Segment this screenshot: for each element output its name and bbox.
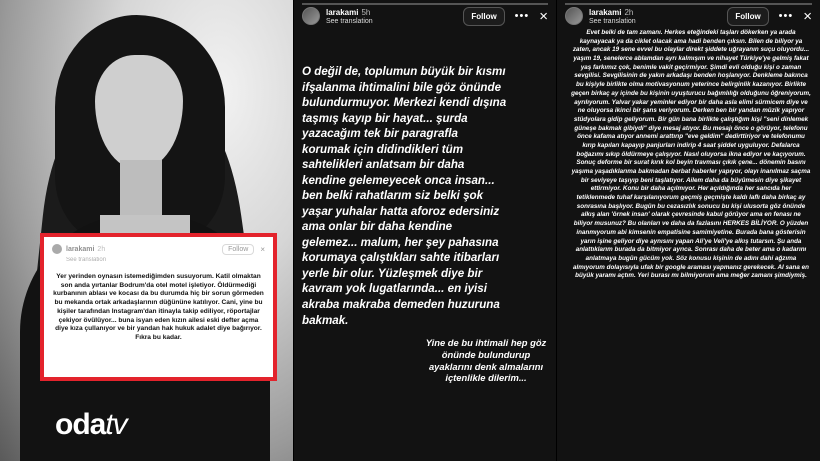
follow-button[interactable]: Follow xyxy=(463,7,504,26)
follow-button[interactable]: Follow xyxy=(727,7,768,26)
avatar[interactable] xyxy=(565,7,583,25)
story-panel-3 xyxy=(557,0,820,461)
photo-panel xyxy=(0,0,293,461)
card-story-text: Yer yerinden oynasın istemediğimden susuyorum. Katil olmaktan son anda yırtanlar Bodrum'da otel motel işletiyor. Öldürmediği kurbanının ablası ve kocası da bu durumda hiç bir sorun görmeden bu mekanda ortak arkadaşlarının düğününe katılıyor. Cani, yine bu kişiler tarafından Instagram'dan itinayla takip ediliyor, röportajlar çekiyor övülüyor... buna isyan eden kızın ailesi eski defter açma diye kıza çullanıyor ve bir yandan hak hukuk adalet diye bağırıyor. Fıkra bu kadar. xyxy=(53,273,264,341)
avatar xyxy=(52,244,62,254)
odatv-logo xyxy=(55,408,127,442)
avatar[interactable] xyxy=(302,7,320,25)
username[interactable]: larakami xyxy=(589,7,622,17)
see-translation-link[interactable]: See translation xyxy=(326,17,373,25)
username-line xyxy=(589,8,636,17)
logo-tv: tv xyxy=(105,408,127,441)
story-panel-2 xyxy=(294,0,556,461)
card-translation-link[interactable]: See translation xyxy=(66,257,107,263)
see-translation-link[interactable]: See translation xyxy=(589,17,636,25)
more-options-icon[interactable]: ••• xyxy=(778,10,794,22)
card-username: larakami xyxy=(66,245,95,253)
close-icon[interactable]: × xyxy=(260,244,265,254)
card-time: 2h xyxy=(97,245,106,253)
close-icon[interactable]: × xyxy=(539,7,548,25)
highlighted-story-card xyxy=(40,233,277,381)
story-meta xyxy=(589,8,636,25)
story-sub-text: Yine de bu ihtimali hep göz önünde bulundurup ayaklarını denk almalarını içtenlikle dilerim... xyxy=(425,337,547,384)
story-text: Evet belki de tam zamanı. Herkes eteğindeki taşları dökerken ya arada kaynayacak ya da ciklet olacak ama hadi benden çıksın. Bilen de biliyor ya zaten, ancak 19 sene evvel bu olaylar direkt şiddete uğrayanın suçu oluyordu... yaşım 19, senelerce ablamdan ayrı kalmışım ve nihayet Türkiye'ye gelmiş fakat yaş farkımız çok, benimle vakit geçirmiyor. Şimdi evli olduğu kişi o zaman sevgilisi. Sevgilisinin de yakın arkadaşı benden hoşlanıyor. Denkleme bakınca bu kişiyle birlikte olma motivasyonum yeterince belirginlik kazanıyor. Birlikte geçen birkaç ay içinde bu kişinin uyuşturucu bağımlılığı olduğunu öğreniyorum, ayrılıyorum. Yalvar yakar yeminler ediyor bir daha asla elimi sürmicem diye ve ne oluyorsa ikinci bir şans veriyorum. Derken ben bir yandan müzik yapıyor stüdyolara gidip geliyorum. Bir gün bana birlikte çalıştığım kişi "seni dinlemek güneşe bakmak gibiydi" diye mesaj atıyor. Bu mesajı önce o görüyor, telefonu önce kafama atıyor annemi arattırıp "eve geldim" dedirttiriyor ve telefonumu kırıp kapıları kapayıp panjurları indirip 4 saat şiddet uyguluyor. Defalarca boğazımı sıkıp öldürmeye çalışıyor. Nasıl oluyorsa ikna ediyor ve kaçıyorum. Sonuç deforme bir surat kırık kol beyin travması çıkık çene... dönemin basını yaşıma yaşadıklarıma bakmadan berbat haberler yapıyor, olayı inanılmaz saçma bir seviyeye taşıyıp beni taşlatıyor. Ailem daha da büyümesin diye şikayet ettirmiyor. Konu bir daha açılmıyor. Her açıldığında her sancıda her tetiklenmede tuhaf karşılanıyorum geçmiş geçmişte kaldı laflı daha birkaç ay sonrasına başlıyor. Bugün bu cezasızlık sonucu bu kişi ulusorta göz önünde alkış alan 'örnek insan' olarak çevresinde kabul görüyor ama en fenası ne biliyor musunuz? Bu olanları ve daha da fazlasını HERKES BİLİYOR. O yüzden inanmıyorum abi kimsenin empatisine samimiyetine. Burada bana gösterisin yarın işine geliyor diye aynısını yapan Ali'ye Veli'ye alkış tutarsın. Şu anda anlattıklarım burada da bitmiyor ayrıca. Sonrası daha de beter ama o kadarını anlatmaya bugün gücüm yok. Söz konusu kişinin de adını dahi ağzıma almıyorum dolayısıyla ufak bir google araması yapmanız gerekecek. Al sana en büyük yaramı açtım. Yeri burası mı bilmiyorum ama meğer zamanı şimdiymiş. xyxy=(571,29,811,280)
card-follow-button[interactable]: Follow xyxy=(222,244,254,255)
username[interactable]: larakami xyxy=(326,7,359,17)
username-line xyxy=(326,8,373,17)
card-header xyxy=(52,241,265,257)
logo-oda: oda xyxy=(55,408,106,441)
story-main-text: O değil de, toplumun büyük bir kısmı ifşalanma ihtimalini bile göz önünde bulundurmuyor. Merkezi kendi dışına taşmış kayıp bir hayat... şurda yazacağım tek bir paragrafla korumak için didindikleri tüm sahtelikleri anlatsam bir daha kendine gelemeyecek onca insan... ben belki rahatlarım siz belki şok yaşar yuhalar hatta aforoz edersiniz ama onlar bir daha kendine gelemez... malum, her şey pahasına korumaya çalıştıkları sahte itibarları yerle bir olur. Yüzleşmek diye bir kavram yok lugatlarında... en iyisi akraba makraba demeden huzuruna bakmak. xyxy=(302,65,507,327)
story-time: 5h xyxy=(361,7,371,17)
more-options-icon[interactable]: ••• xyxy=(514,10,530,22)
story-header xyxy=(557,0,820,32)
close-icon[interactable]: × xyxy=(803,7,812,25)
story-header xyxy=(294,0,556,32)
story-time: 2h xyxy=(624,7,634,17)
story-meta xyxy=(326,8,373,25)
